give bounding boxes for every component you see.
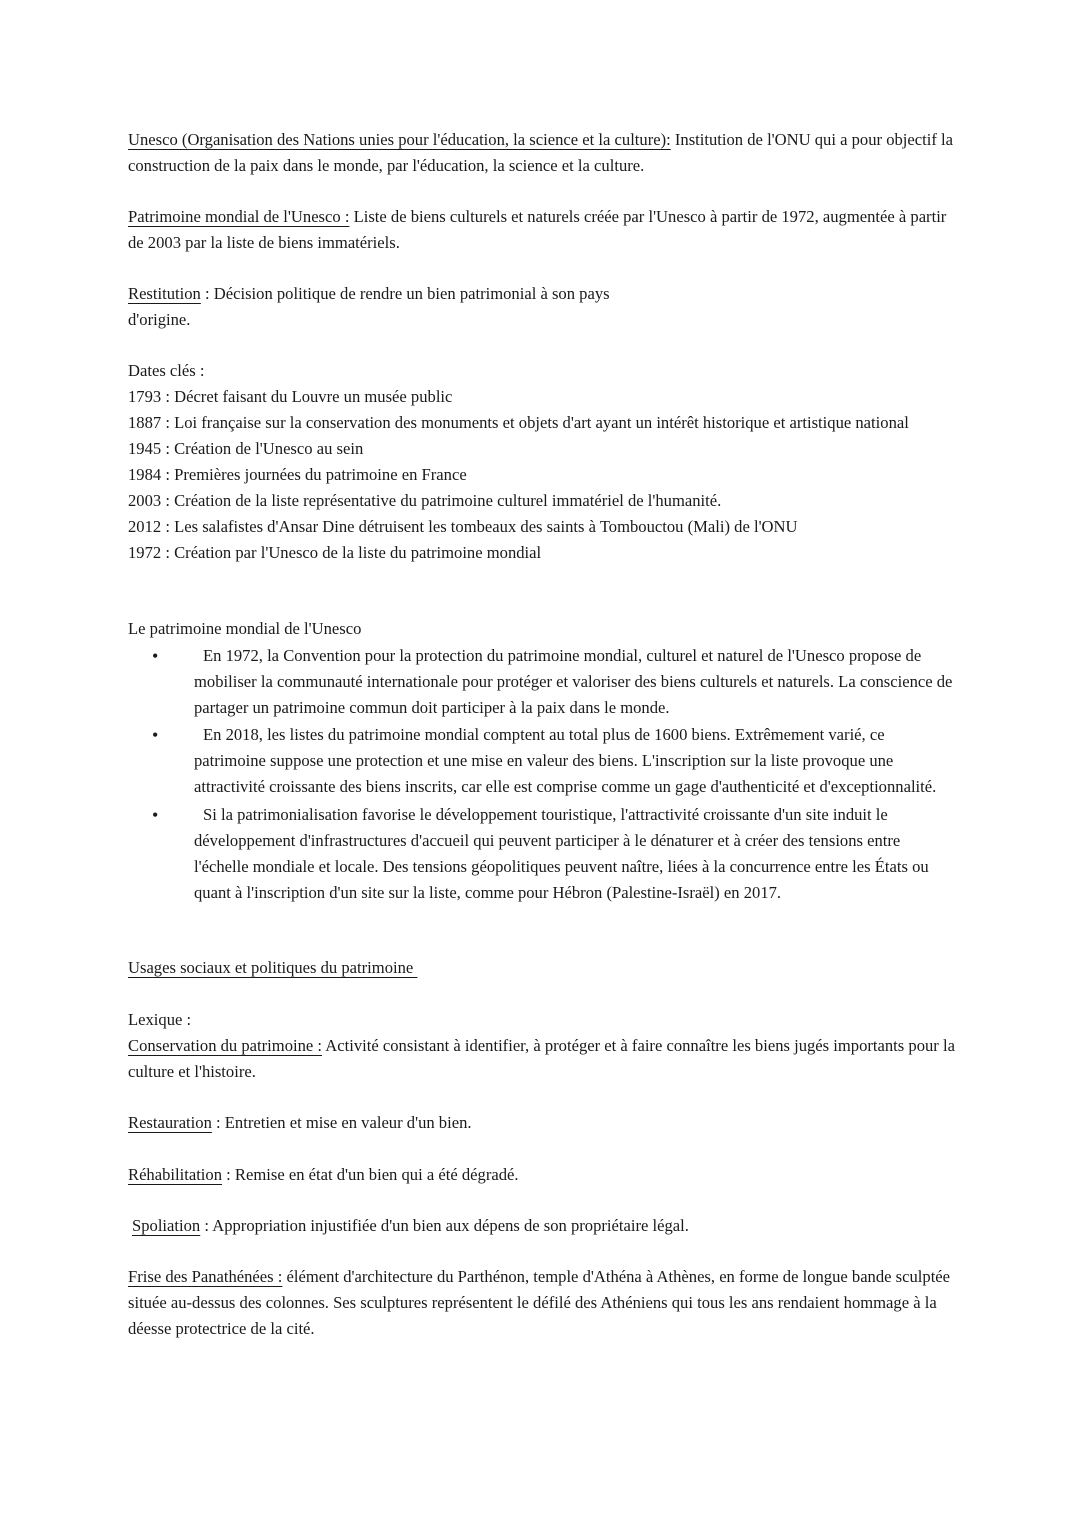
term-patrimoine-mondial: Patrimoine mondial de l'Unesco :	[128, 207, 350, 226]
date-item: 2003 : Création de la liste représentative du patrimoine culturel immatériel de l'humanité.	[128, 491, 722, 510]
dates-heading: Dates clés :	[128, 361, 205, 380]
definition-patrimoine-mondial-text: Liste de biens culturels et naturels créée par l'Unesco à partir de 1972, augmentée à partir de 2003 par la liste de biens immatériels.	[128, 207, 947, 252]
usages-heading: Usages sociaux et politiques du patrimoine	[128, 958, 418, 977]
list-item: • En 1972, la Convention pour la protection du patrimoine mondial, culturel et naturel de l'Unesco propose de mobiliser la communauté internationale pour protéger et valoriser des biens culturels et naturels. La conscience de partager un patrimoine commun doit participer à la paix dans le monde.	[128, 643, 958, 721]
definition-restitution-text: : Décision politique de rendre un bien patrimonial à son pays	[200, 284, 610, 303]
term-restauration: Restauration : Entretien et mise en valeur d'un bien.	[128, 1113, 472, 1132]
definition-patrimoine-mondial	[128, 204, 958, 256]
term-spoliation: Spoliation : Appropriation injustifiée d'un bien aux dépens de son propriétaire légal.	[132, 1216, 689, 1235]
term-restitution: Restitution	[128, 284, 201, 303]
term-frise: Frise des Panathénées : élément d'architecture du Parthénon, temple d'Athéna à Athènes, en forme de longue bande sculptée située au-dessus des colonnes. Ses sculptures représentent le défilé des Athéniens qui tous les ans rendaient hommage à la déesse protectrice de la cité.	[128, 1267, 951, 1338]
date-item: 1887 : Loi française sur la conservation des monuments et objets d'art ayant un intérêt historique et artistique national	[128, 413, 909, 432]
list-item: • En 2018, les listes du patrimoine mondial comptent au total plus de 1600 biens. Extrêmement varié, ce patrimoine suppose une protection et une mise en valeur des biens. L'inscription sur la liste provoque une attractivité croissante des biens inscrits, car elle est comprise comme un gage d'authenticité et d'exceptionnalité.	[128, 722, 958, 800]
term-rehabilitation: Réhabilitation : Remise en état d'un bien qui a été dégradé.	[128, 1165, 519, 1184]
patrimoine-bullet-list	[128, 643, 958, 906]
date-item: 2012 : Les salafistes d'Ansar Dine détruisent les tombeaux des saints à Tombouctou (Mali) de l'ONU	[128, 517, 798, 536]
bullet-icon: •	[152, 646, 159, 666]
bullet-icon: •	[152, 805, 159, 825]
date-item: 1984 : Premières journées du patrimoine en France	[128, 465, 467, 484]
term-unesco: Unesco (Organisation des Nations unies pour l'éducation, la science et la culture):	[128, 130, 671, 149]
definition-unesco-text: Institution de l'ONU qui a pour objectif la construction de la paix dans le monde, par l'éducation, la science et la culture.	[128, 130, 953, 175]
list-item: • Si la patrimonialisation favorise le développement touristique, l'attractivité croissante d'un site induit le développement d'infrastructures d'accueil qui peuvent participer à le dénaturer et à créer des tensions entre l'échelle mondiale et locale. Des tensions géopolitiques peuvent naître, liées à la concurrence entre les États ou quant à l'inscription d'un site sur la liste, comme pour Hébron (Palestine-Israël) en 2017.	[128, 802, 958, 906]
definition-restitution	[128, 281, 958, 333]
definition-unesco	[128, 127, 958, 179]
term-conservation: Conservation du patrimoine : Activité consistant à identifier, à protéger et à faire connaître les biens jugés importants pour la culture et l'histoire.	[128, 1036, 955, 1081]
dates-section	[128, 358, 958, 566]
bullet-icon: •	[152, 725, 159, 745]
date-item: 1793 : Décret faisant du Louvre un musée public	[128, 387, 453, 406]
date-item: 1972 : Création par l'Unesco de la liste du patrimoine mondial	[128, 543, 542, 562]
date-item: 1945 : Création de l'Unesco au sein	[128, 439, 364, 458]
lexique-heading: Lexique :	[128, 1010, 192, 1029]
definition-restitution-text-cont: d'origine.	[128, 310, 191, 329]
patrimoine-heading: Le patrimoine mondial de l'Unesco	[128, 619, 362, 638]
